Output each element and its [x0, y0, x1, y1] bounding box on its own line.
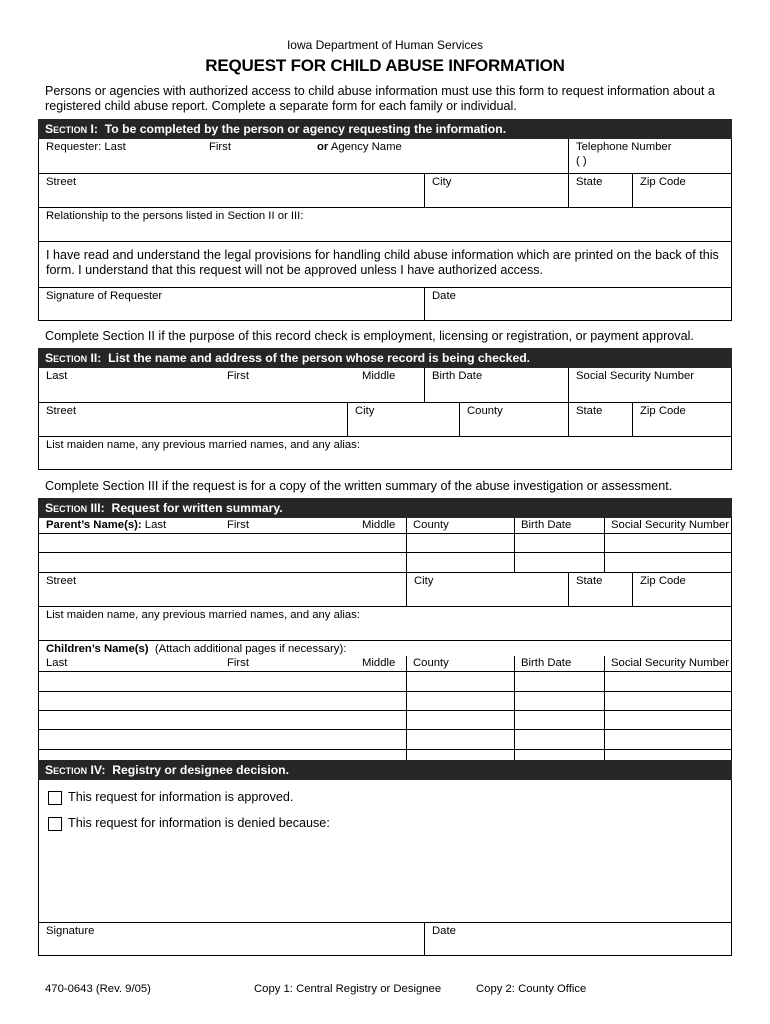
agency-name: Iowa Department of Human Services	[286, 38, 484, 52]
requester-date-field[interactable]: Date	[424, 288, 731, 321]
decision-date-field[interactable]: Date	[424, 923, 731, 956]
denied-checkbox[interactable]	[48, 817, 62, 831]
section-4	[38, 760, 732, 956]
subject-county-field[interactable]: County	[459, 403, 568, 436]
child-row-2[interactable]	[39, 691, 731, 710]
parents-city-field[interactable]: City	[406, 573, 568, 606]
parents-header: Parent’s Name(s): Last First Middle	[46, 519, 396, 531]
parents-state-field[interactable]: State	[568, 573, 632, 606]
requester-state-field[interactable]: State	[568, 174, 632, 207]
legal-statement: I have read and understand the legal provisions for handling child abuse information which are printed on the back of this form. I understand that this request will not be approved unless I have authorized access.	[46, 248, 719, 277]
form-number: 470-0643 (Rev. 9/05)	[45, 983, 151, 995]
subject-zip-field[interactable]: Zip Code	[632, 403, 731, 436]
parent-row-1[interactable]	[39, 533, 731, 552]
requester-signature-field[interactable]: Signature of Requester	[46, 290, 163, 302]
parents-street-field[interactable]: Street	[46, 575, 77, 587]
subject-street-field[interactable]: Street	[46, 405, 77, 417]
child-row-1[interactable]	[39, 671, 731, 691]
section-3	[38, 498, 732, 770]
approved-checkbox[interactable]	[48, 791, 62, 805]
subject-birth-date-field[interactable]: Birth Date	[424, 368, 568, 402]
telephone-field[interactable]: Telephone Number ( )	[568, 139, 731, 173]
section-3-instruction: Complete Section III if the request is for a copy of the written summary of the abuse investigation or assessment.	[45, 479, 673, 493]
requester-city-field[interactable]: City	[424, 174, 568, 207]
requester-name-field[interactable]: Requester: Last First or Agency Name	[46, 141, 402, 153]
section-1-header: Section I: To be completed by the person or agency requesting the information.	[38, 119, 732, 139]
form-title: REQUEST FOR CHILD ABUSE INFORMATION	[205, 56, 565, 75]
requester-street-field[interactable]: Street	[46, 176, 77, 188]
children-birth-date-header: Birth Date	[521, 657, 572, 669]
section-2-instruction: Complete Section II if the purpose of this record check is employment, licensing or registration, or payment approval.	[45, 329, 694, 343]
subject-name-field[interactable]: Last First Middle	[46, 370, 396, 382]
approved-label: This request for information is approved.	[68, 790, 294, 804]
parents-maiden-name-field[interactable]: List maiden name, any previous married names, and any alias:	[46, 609, 360, 621]
section-2	[38, 348, 732, 470]
decision-signature-field[interactable]: Signature	[46, 925, 95, 937]
section-2-header: Section II: List the name and address of the person whose record is being checked.	[38, 348, 732, 368]
section-4-header: Section IV: Registry or designee decision.	[38, 760, 732, 780]
parents-zip-field[interactable]: Zip Code	[632, 573, 731, 606]
child-row-3[interactable]	[39, 710, 731, 729]
denied-label: This request for information is denied because:	[68, 816, 330, 830]
intro-text: Persons or agencies with authorized access to child abuse information must use this form to request information about a registered child abuse report. Complete a separate form for each family or individual.	[45, 84, 715, 113]
children-county-header: County	[413, 657, 449, 669]
copy-2-label: Copy 2: County Office	[476, 983, 587, 995]
parents-ssn-header: Social Security Number	[611, 519, 730, 531]
children-label: Children’s Name(s) (Attach additional pages if necessary):	[46, 643, 347, 655]
parents-birth-date-header: Birth Date	[521, 519, 572, 531]
section-3-header: Section III: Request for written summary.	[38, 498, 732, 518]
subject-state-field[interactable]: State	[568, 403, 632, 436]
children-header: Last First Middle	[46, 657, 396, 669]
child-row-4[interactable]	[39, 729, 731, 749]
subject-maiden-name-field[interactable]: List maiden name, any previous married names, and any alias:	[46, 439, 360, 451]
relationship-field[interactable]: Relationship to the persons listed in Section II or III:	[46, 210, 304, 222]
subject-city-field[interactable]: City	[347, 403, 459, 436]
requester-zip-field[interactable]: Zip Code	[632, 174, 731, 207]
children-ssn-header: Social Security Number	[611, 657, 730, 669]
parent-row-2[interactable]	[39, 552, 731, 572]
parents-county-header: County	[413, 519, 449, 531]
section-1	[38, 119, 732, 321]
subject-ssn-field[interactable]: Social Security Number	[568, 368, 731, 402]
copy-1-label: Copy 1: Central Registry or Designee	[254, 983, 442, 995]
